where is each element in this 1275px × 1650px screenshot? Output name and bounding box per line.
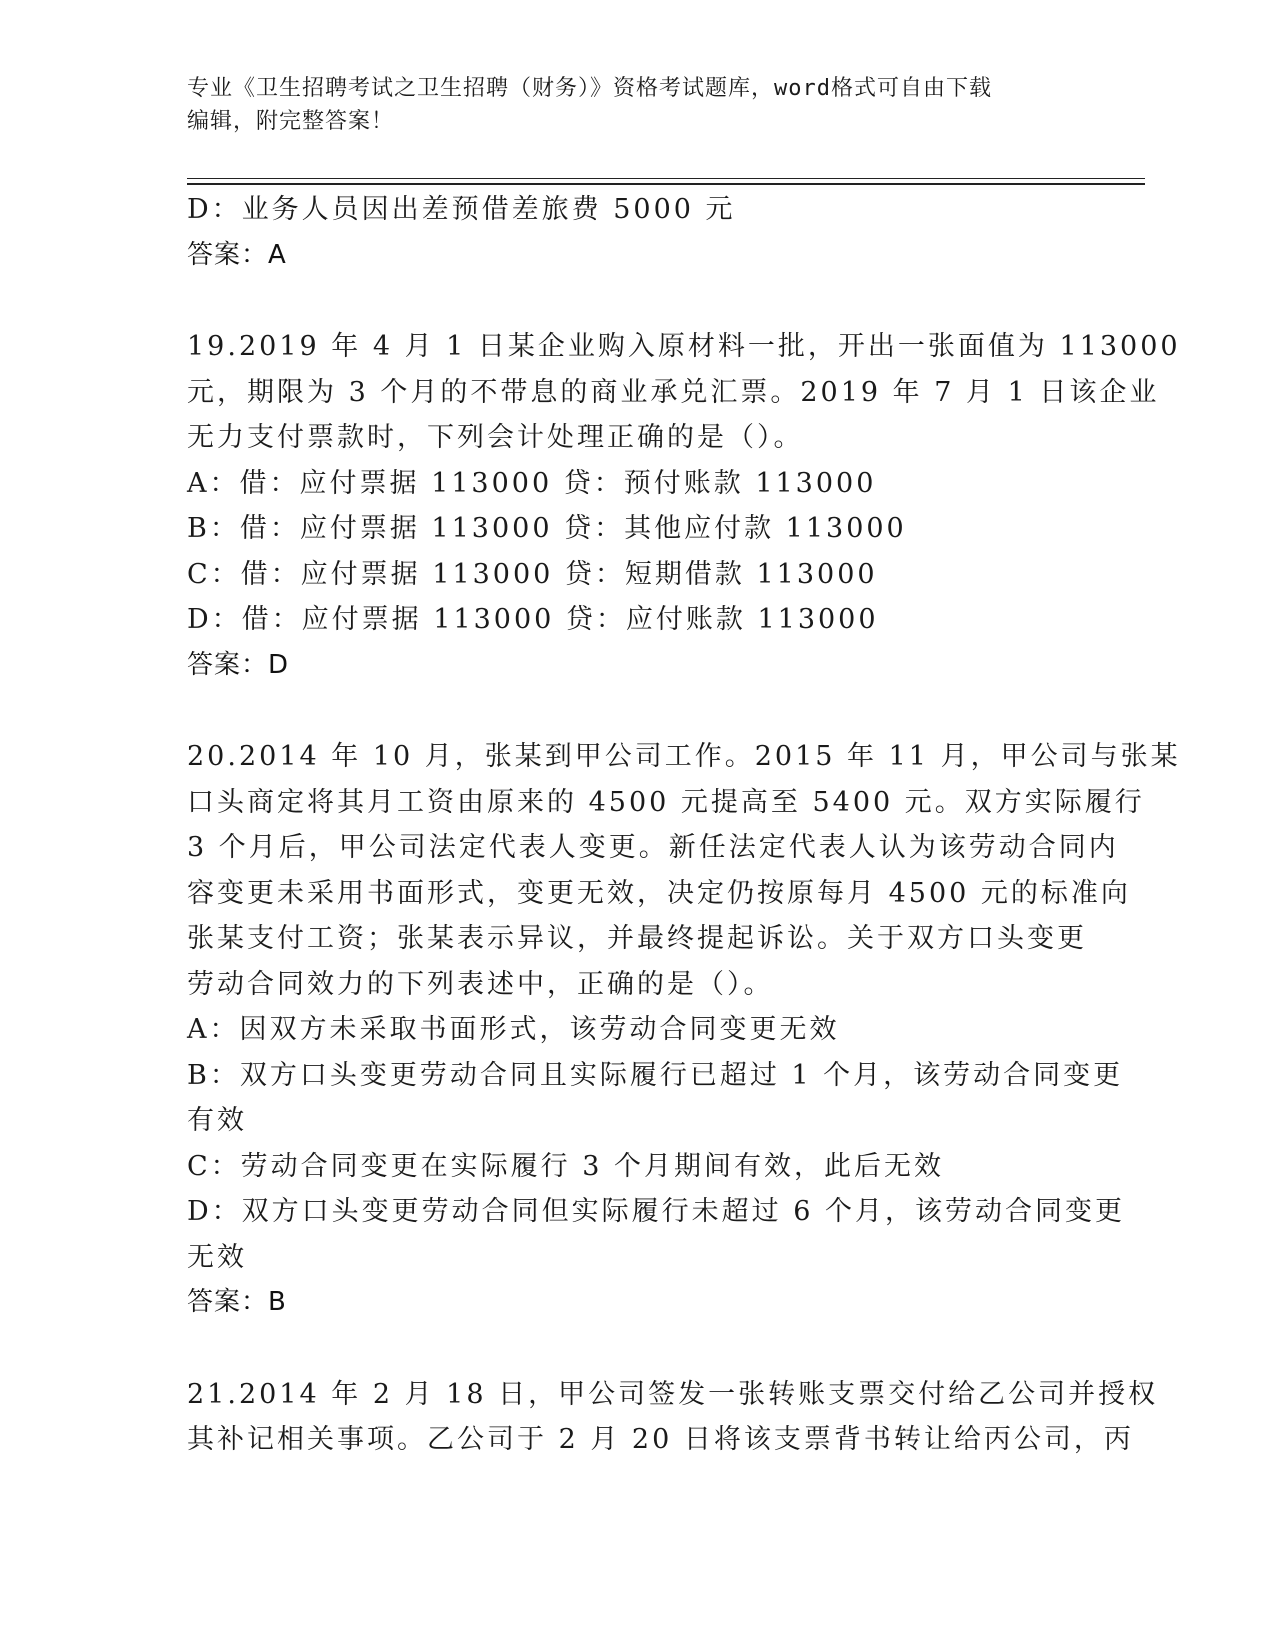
option-d: D：业务人员因出差预借差旅费 5000 元	[187, 194, 736, 225]
option-d: D：借：应付票据 113000 贷：应付账款 113000	[187, 604, 879, 635]
answer-line: 答案：A	[187, 239, 287, 270]
option-b: B：借：应付票据 113000 贷：其他应付款 113000	[187, 513, 907, 544]
option-b-continued: 有效	[187, 1105, 247, 1136]
page-header	[187, 72, 1067, 138]
previous-question-tail	[187, 187, 1087, 278]
question-text-line: 元，期限为 3 个月的不带息的商业承兑汇票。2019 年 7 月 1 日该企业	[187, 376, 1160, 408]
header-divider-thin	[187, 178, 1145, 179]
header-divider-thick	[187, 183, 1145, 185]
question-21	[187, 1372, 1159, 1463]
option-d: D：双方口头变更劳动合同但实际履行未超过 6 个月，该劳动合同变更	[187, 1196, 1125, 1227]
header-line: 编辑，附完整答案！	[187, 109, 395, 134]
question-text-line: 口头商定将其月工资由原来的 4500 元提高至 5400 元。双方实际履行	[187, 786, 1145, 818]
option-a: A：因双方未采取书面形式，该劳动合同变更无效	[187, 1014, 840, 1045]
question-20	[187, 734, 1181, 1326]
question-text-line: 容变更未采用书面形式，变更无效，决定仍按原每月 4500 元的标准向	[187, 877, 1131, 909]
question-text-line: 19.2019 年 4 月 1 日某企业购入原材料一批，开出一张面值为 113000	[187, 331, 1181, 362]
question-text-line: 20.2014 年 10 月，张某到甲公司工作。2015 年 11 月，甲公司与张某	[187, 741, 1181, 772]
question-text-line: 3 个月后，甲公司法定代表人变更。新任法定代表人认为该劳动合同内	[187, 832, 1119, 863]
question-text-line: 无力支付票款时，下列会计处理正确的是（）。	[187, 422, 804, 453]
option-a: A：借：应付票据 113000 贷：预付账款 113000	[187, 467, 877, 499]
header-line: 专业《卫生招聘考试之卫生招聘（财务）》资格考试题库，word格式可自由下载	[187, 76, 992, 101]
question-text-line: 劳动合同效力的下列表述中，正确的是（）。	[187, 968, 774, 1000]
question-text-line: 张某支付工资；张某表示异议，并最终提起诉讼。关于双方口头变更	[187, 923, 1087, 954]
option-c: C：借：应付票据 113000 贷：短期借款 113000	[187, 558, 878, 590]
answer-line: 答案：B	[187, 1287, 287, 1317]
option-b: B：双方口头变更劳动合同且实际履行已超过 1 个月，该劳动合同变更	[187, 1059, 1124, 1091]
option-c: C：劳动合同变更在实际履行 3 个月期间有效，此后无效	[187, 1150, 945, 1182]
option-d-continued: 无效	[187, 1241, 247, 1273]
question-19	[187, 324, 1181, 688]
answer-line: 答案：D	[187, 649, 290, 680]
document-body	[187, 187, 1181, 1463]
question-text-line: 其补记相关事项。乙公司于 2 月 20 日将该支票背书转让给丙公司，丙	[187, 1424, 1134, 1455]
question-text-line: 21.2014 年 2 月 18 日，甲公司签发一张转账支票交付给乙公司并授权	[187, 1378, 1159, 1410]
